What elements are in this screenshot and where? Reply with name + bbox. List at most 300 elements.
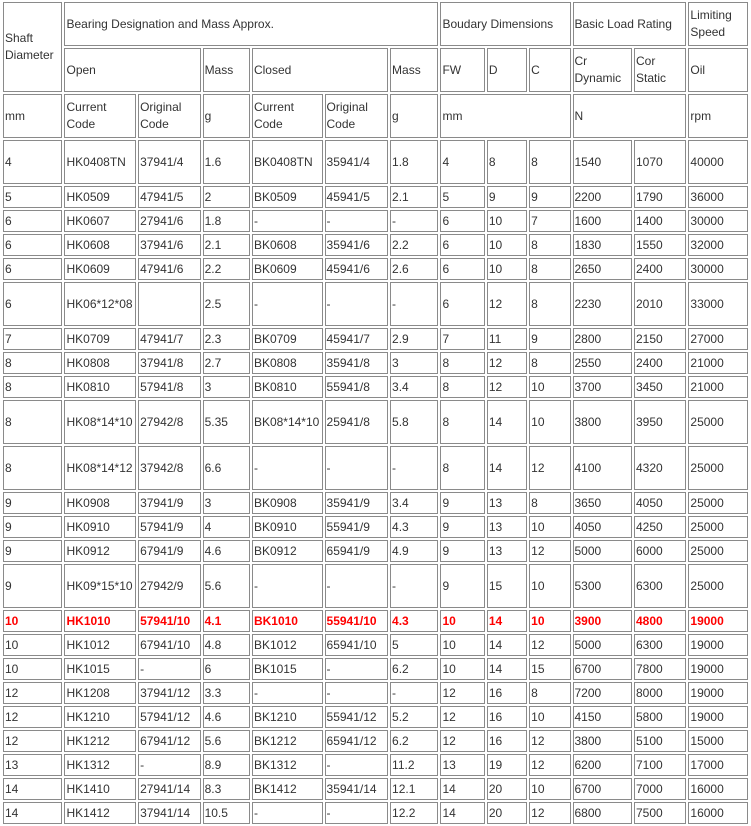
cell-cor-static: 1550 xyxy=(634,234,686,256)
cell-mass-open: 3 xyxy=(203,376,250,398)
cell-shaft-diameter: 10 xyxy=(3,658,62,680)
cell-cor-static: 6000 xyxy=(634,540,686,562)
cell-mass-closed: 2.6 xyxy=(390,258,438,280)
cell-d: 13 xyxy=(487,516,527,538)
cell-mass-closed: 3.4 xyxy=(390,492,438,514)
cell-oil-speed: 25000 xyxy=(688,540,748,562)
cell-closed-original-code: 55941/9 xyxy=(325,516,389,538)
header-current-code-open: Current Code xyxy=(64,94,136,138)
cell-fw: 9 xyxy=(440,492,484,514)
cell-shaft-diameter: 6 xyxy=(3,234,62,256)
cell-oil-speed: 33000 xyxy=(688,282,748,326)
cell-mass-open: 8.9 xyxy=(203,754,250,776)
cell-cr-dynamic: 3650 xyxy=(573,492,632,514)
cell-open-current-code: HK0509 xyxy=(64,186,136,208)
cell-mass-closed: 5.8 xyxy=(390,400,438,444)
cell-shaft-diameter: 8 xyxy=(3,352,62,374)
cell-closed-original-code: 35941/9 xyxy=(325,492,389,514)
table-row xyxy=(3,706,748,728)
table-row xyxy=(3,140,748,184)
cell-fw: 7 xyxy=(440,328,484,350)
cell-fw: 12 xyxy=(440,706,484,728)
cell-mass-closed: 2.2 xyxy=(390,234,438,256)
cell-cor-static: 7100 xyxy=(634,754,686,776)
cell-open-current-code: HK08*14*10 xyxy=(64,400,136,444)
cell-open-original-code: 37941/8 xyxy=(138,352,201,374)
cell-c: 10 xyxy=(529,516,570,538)
cell-fw: 10 xyxy=(440,658,484,680)
cell-oil-speed: 17000 xyxy=(688,754,748,776)
header-shaft-diameter: Shaft Diameter xyxy=(3,2,62,92)
cell-mass-open: 6.6 xyxy=(203,446,250,490)
cell-closed-original-code: 55941/8 xyxy=(325,376,389,398)
cell-shaft-diameter: 9 xyxy=(3,564,62,608)
cell-d: 13 xyxy=(487,540,527,562)
header-unit-dim-mm: mm xyxy=(440,94,570,138)
cell-open-current-code: HK08*14*12 xyxy=(64,446,136,490)
cell-shaft-diameter: 13 xyxy=(3,754,62,776)
cell-shaft-diameter: 14 xyxy=(3,778,62,800)
cell-oil-speed: 32000 xyxy=(688,234,748,256)
table-row xyxy=(3,802,748,824)
cell-mass-open: 3 xyxy=(203,492,250,514)
cell-d: 12 xyxy=(487,282,527,326)
header-fw: FW xyxy=(440,48,484,92)
cell-cr-dynamic: 5300 xyxy=(573,564,632,608)
cell-closed-current-code: - xyxy=(252,282,323,326)
cell-open-current-code: HK0908 xyxy=(64,492,136,514)
cell-cr-dynamic: 2200 xyxy=(573,186,632,208)
cell-mass-open: 2.3 xyxy=(203,328,250,350)
cell-cor-static: 4320 xyxy=(634,446,686,490)
cell-mass-open: 2.1 xyxy=(203,234,250,256)
cell-closed-current-code: BK0808 xyxy=(252,352,323,374)
cell-closed-current-code: BK0810 xyxy=(252,376,323,398)
cell-mass-open: 4.6 xyxy=(203,540,250,562)
table-row xyxy=(3,376,748,398)
cell-c: 10 xyxy=(529,400,570,444)
cell-closed-original-code: 25941/8 xyxy=(325,400,389,444)
cell-shaft-diameter: 6 xyxy=(3,210,62,232)
table-row xyxy=(3,234,748,256)
cell-oil-speed: 25000 xyxy=(688,446,748,490)
cell-mass-open: 10.5 xyxy=(203,802,250,824)
cell-mass-closed: - xyxy=(390,446,438,490)
cell-c: 10 xyxy=(529,778,570,800)
cell-mass-closed: - xyxy=(390,282,438,326)
cell-open-original-code: 37941/12 xyxy=(138,682,201,704)
cell-fw: 8 xyxy=(440,446,484,490)
cell-cor-static: 1070 xyxy=(634,140,686,184)
header-oil: Oil xyxy=(688,48,748,92)
cell-closed-original-code: 65941/9 xyxy=(325,540,389,562)
cell-d: 12 xyxy=(487,376,527,398)
cell-cr-dynamic: 1600 xyxy=(573,210,632,232)
cell-cor-static: 7800 xyxy=(634,658,686,680)
cell-closed-original-code: 35941/14 xyxy=(325,778,389,800)
cell-open-current-code: HK1312 xyxy=(64,754,136,776)
cell-mass-closed: 2.9 xyxy=(390,328,438,350)
table-row xyxy=(3,352,748,374)
cell-d: 14 xyxy=(487,400,527,444)
cell-shaft-diameter: 8 xyxy=(3,400,62,444)
cell-mass-closed: 3.4 xyxy=(390,376,438,398)
cell-c: 8 xyxy=(529,234,570,256)
cell-closed-original-code: 45941/7 xyxy=(325,328,389,350)
cell-oil-speed: 25000 xyxy=(688,564,748,608)
cell-mass-closed: - xyxy=(390,210,438,232)
cell-mass-open: 3.3 xyxy=(203,682,250,704)
cell-d: 10 xyxy=(487,258,527,280)
cell-cor-static: 4050 xyxy=(634,492,686,514)
cell-mass-open: 5.6 xyxy=(203,730,250,752)
header-current-code-closed: Current Code xyxy=(252,94,323,138)
cell-closed-current-code: BK1012 xyxy=(252,634,323,656)
cell-mass-closed: 5 xyxy=(390,634,438,656)
cell-mass-closed: 12.2 xyxy=(390,802,438,824)
cell-closed-current-code: BK0912 xyxy=(252,540,323,562)
header-mass-closed: Mass xyxy=(390,48,438,92)
cell-closed-current-code: BK0908 xyxy=(252,492,323,514)
cell-d: 20 xyxy=(487,802,527,824)
cell-open-original-code: 37941/6 xyxy=(138,234,201,256)
cell-open-current-code: HK06*12*08 xyxy=(64,282,136,326)
cell-mass-closed: - xyxy=(390,682,438,704)
cell-open-original-code: 67941/9 xyxy=(138,540,201,562)
header-c: C xyxy=(529,48,570,92)
cell-mass-closed: 6.2 xyxy=(390,730,438,752)
cell-mass-closed: 4.3 xyxy=(390,516,438,538)
cell-d: 14 xyxy=(487,658,527,680)
cell-closed-original-code: 35941/8 xyxy=(325,352,389,374)
cell-cor-static: 2400 xyxy=(634,258,686,280)
cell-oil-speed: 16000 xyxy=(688,802,748,824)
cell-shaft-diameter: 9 xyxy=(3,540,62,562)
cell-cr-dynamic: 6800 xyxy=(573,802,632,824)
cell-oil-speed: 30000 xyxy=(688,210,748,232)
cell-fw: 14 xyxy=(440,778,484,800)
cell-open-original-code: 37941/14 xyxy=(138,802,201,824)
header-unit-g-open: g xyxy=(203,94,250,138)
header-unit-rpm: rpm xyxy=(688,94,748,138)
cell-cr-dynamic: 5000 xyxy=(573,540,632,562)
cell-closed-original-code: 55941/12 xyxy=(325,706,389,728)
cell-cor-static: 3450 xyxy=(634,376,686,398)
cell-open-current-code: HK1210 xyxy=(64,706,136,728)
cell-open-original-code: 67941/12 xyxy=(138,730,201,752)
header-row-columns xyxy=(3,48,748,92)
cell-shaft-diameter: 5 xyxy=(3,186,62,208)
cell-oil-speed: 15000 xyxy=(688,730,748,752)
cell-mass-open: 8.3 xyxy=(203,778,250,800)
cell-closed-current-code: BK0608 xyxy=(252,234,323,256)
table-row xyxy=(3,492,748,514)
cell-open-original-code: 27942/8 xyxy=(138,400,201,444)
cell-open-original-code xyxy=(138,282,201,326)
table-row xyxy=(3,210,748,232)
cell-closed-original-code: - xyxy=(325,754,389,776)
cell-oil-speed: 27000 xyxy=(688,328,748,350)
cell-shaft-diameter: 9 xyxy=(3,492,62,514)
cell-cor-static: 2010 xyxy=(634,282,686,326)
cell-closed-original-code: - xyxy=(325,682,389,704)
cell-mass-open: 6 xyxy=(203,658,250,680)
cell-open-original-code: 57941/9 xyxy=(138,516,201,538)
cell-open-original-code: 27941/6 xyxy=(138,210,201,232)
cell-open-current-code: HK09*15*10 xyxy=(64,564,136,608)
cell-open-original-code: 47941/5 xyxy=(138,186,201,208)
cell-closed-current-code: BK1412 xyxy=(252,778,323,800)
cell-mass-open: 1.8 xyxy=(203,210,250,232)
cell-c: 8 xyxy=(529,282,570,326)
header-original-code-closed: Original Code xyxy=(325,94,389,138)
table-row xyxy=(3,516,748,538)
cell-cr-dynamic: 4150 xyxy=(573,706,632,728)
cell-closed-current-code: - xyxy=(252,210,323,232)
cell-oil-speed: 19000 xyxy=(688,610,748,632)
cell-cor-static: 3950 xyxy=(634,400,686,444)
cell-d: 10 xyxy=(487,234,527,256)
cell-shaft-diameter: 12 xyxy=(3,730,62,752)
cell-cr-dynamic: 6200 xyxy=(573,754,632,776)
cell-oil-speed: 40000 xyxy=(688,140,748,184)
table-header xyxy=(3,2,748,138)
cell-cr-dynamic: 2550 xyxy=(573,352,632,374)
cell-c: 10 xyxy=(529,376,570,398)
cell-open-current-code: HK0810 xyxy=(64,376,136,398)
cell-oil-speed: 21000 xyxy=(688,376,748,398)
cell-d: 14 xyxy=(487,634,527,656)
cell-cor-static: 5100 xyxy=(634,730,686,752)
cell-open-current-code: HK1208 xyxy=(64,682,136,704)
header-row-groups xyxy=(3,2,748,46)
cell-cr-dynamic: 3800 xyxy=(573,400,632,444)
cell-open-original-code: 37942/8 xyxy=(138,446,201,490)
cell-shaft-diameter: 7 xyxy=(3,328,62,350)
cell-c: 12 xyxy=(529,540,570,562)
cell-open-current-code: HK0808 xyxy=(64,352,136,374)
cell-shaft-diameter: 14 xyxy=(3,802,62,824)
cell-cor-static: 4800 xyxy=(634,610,686,632)
cell-cor-static: 6300 xyxy=(634,634,686,656)
cell-mass-open: 4.1 xyxy=(203,610,250,632)
cell-shaft-diameter: 12 xyxy=(3,682,62,704)
cell-oil-speed: 21000 xyxy=(688,352,748,374)
cell-d: 19 xyxy=(487,754,527,776)
cell-open-current-code: HK0607 xyxy=(64,210,136,232)
table-row xyxy=(3,564,748,608)
cell-open-current-code: HK1410 xyxy=(64,778,136,800)
cell-closed-current-code: BK0509 xyxy=(252,186,323,208)
table-row xyxy=(3,682,748,704)
cell-fw: 12 xyxy=(440,682,484,704)
cell-cr-dynamic: 4050 xyxy=(573,516,632,538)
cell-c: 8 xyxy=(529,258,570,280)
cell-shaft-diameter: 10 xyxy=(3,634,62,656)
cell-open-current-code: HK0609 xyxy=(64,258,136,280)
cell-shaft-diameter: 6 xyxy=(3,282,62,326)
table-row xyxy=(3,328,748,350)
cell-cor-static: 2150 xyxy=(634,328,686,350)
cell-cor-static: 7000 xyxy=(634,778,686,800)
cell-c: 12 xyxy=(529,446,570,490)
cell-open-original-code: - xyxy=(138,754,201,776)
cell-cr-dynamic: 6700 xyxy=(573,778,632,800)
cell-open-original-code: 57941/8 xyxy=(138,376,201,398)
header-unit-n: N xyxy=(573,94,687,138)
cell-c: 8 xyxy=(529,492,570,514)
header-unit-g-closed: g xyxy=(390,94,438,138)
header-cor-static: Cor Static xyxy=(634,48,686,92)
cell-shaft-diameter: 10 xyxy=(3,610,62,632)
cell-shaft-diameter: 4 xyxy=(3,140,62,184)
cell-oil-speed: 19000 xyxy=(688,658,748,680)
cell-open-original-code: 67941/10 xyxy=(138,634,201,656)
header-d: D xyxy=(487,48,527,92)
cell-mass-closed: 4.3 xyxy=(390,610,438,632)
cell-mass-closed: - xyxy=(390,564,438,608)
header-unit-mm: mm xyxy=(3,94,62,138)
cell-closed-original-code: - xyxy=(325,564,389,608)
table-body xyxy=(3,140,748,824)
cell-closed-original-code: 45941/5 xyxy=(325,186,389,208)
cell-mass-closed: 2.1 xyxy=(390,186,438,208)
cell-fw: 8 xyxy=(440,376,484,398)
cell-c: 10 xyxy=(529,564,570,608)
cell-fw: 6 xyxy=(440,282,484,326)
cell-d: 13 xyxy=(487,492,527,514)
cell-c: 9 xyxy=(529,186,570,208)
cell-cor-static: 5800 xyxy=(634,706,686,728)
cell-closed-current-code: BK1210 xyxy=(252,706,323,728)
cell-closed-original-code: - xyxy=(325,282,389,326)
cell-closed-original-code: 35941/6 xyxy=(325,234,389,256)
cell-open-original-code: 47941/7 xyxy=(138,328,201,350)
cell-closed-current-code: BK0910 xyxy=(252,516,323,538)
cell-oil-speed: 16000 xyxy=(688,778,748,800)
cell-d: 8 xyxy=(487,140,527,184)
cell-open-current-code: HK0912 xyxy=(64,540,136,562)
table-row xyxy=(3,778,748,800)
cell-cr-dynamic: 2650 xyxy=(573,258,632,280)
cell-closed-current-code: BK1312 xyxy=(252,754,323,776)
cell-mass-open: 4 xyxy=(203,516,250,538)
cell-cr-dynamic: 2800 xyxy=(573,328,632,350)
cell-closed-original-code: 65941/10 xyxy=(325,634,389,656)
table-row xyxy=(3,634,748,656)
cell-cr-dynamic: 2230 xyxy=(573,282,632,326)
cell-open-original-code: 27941/14 xyxy=(138,778,201,800)
cell-cr-dynamic: 3900 xyxy=(573,610,632,632)
cell-fw: 10 xyxy=(440,610,484,632)
cell-d: 14 xyxy=(487,446,527,490)
header-closed: Closed xyxy=(252,48,388,92)
header-open: Open xyxy=(64,48,200,92)
cell-closed-current-code: BK1010 xyxy=(252,610,323,632)
cell-c: 9 xyxy=(529,328,570,350)
cell-fw: 9 xyxy=(440,516,484,538)
cell-cr-dynamic: 3700 xyxy=(573,376,632,398)
cell-mass-closed: 4.9 xyxy=(390,540,438,562)
cell-closed-current-code: - xyxy=(252,564,323,608)
cell-shaft-diameter: 9 xyxy=(3,516,62,538)
cell-closed-original-code: 45941/6 xyxy=(325,258,389,280)
cell-mass-closed: 12.1 xyxy=(390,778,438,800)
cell-mass-open: 2 xyxy=(203,186,250,208)
cell-c: 15 xyxy=(529,658,570,680)
cell-oil-speed: 30000 xyxy=(688,258,748,280)
cell-c: 7 xyxy=(529,210,570,232)
cell-oil-speed: 19000 xyxy=(688,682,748,704)
cell-oil-speed: 25000 xyxy=(688,492,748,514)
cell-shaft-diameter: 8 xyxy=(3,446,62,490)
cell-open-original-code: 27942/9 xyxy=(138,564,201,608)
cell-closed-current-code: BK0408TN xyxy=(252,140,323,184)
table-row xyxy=(3,400,748,444)
cell-fw: 10 xyxy=(440,634,484,656)
cell-open-current-code: HK1212 xyxy=(64,730,136,752)
cell-open-current-code: HK0608 xyxy=(64,234,136,256)
cell-oil-speed: 25000 xyxy=(688,516,748,538)
cell-open-original-code: - xyxy=(138,658,201,680)
cell-cor-static: 4250 xyxy=(634,516,686,538)
cell-open-current-code: HK0910 xyxy=(64,516,136,538)
cell-cr-dynamic: 6700 xyxy=(573,658,632,680)
cell-oil-speed: 19000 xyxy=(688,634,748,656)
table-row xyxy=(3,658,748,680)
table-row xyxy=(3,282,748,326)
cell-mass-closed: 6.2 xyxy=(390,658,438,680)
cell-c: 10 xyxy=(529,610,570,632)
cell-mass-open: 5.35 xyxy=(203,400,250,444)
cell-shaft-diameter: 12 xyxy=(3,706,62,728)
table-row xyxy=(3,258,748,280)
cell-cr-dynamic: 4100 xyxy=(573,446,632,490)
cell-fw: 6 xyxy=(440,210,484,232)
header-speed-group: Limiting Speed xyxy=(688,2,748,46)
header-original-code-open: Original Code xyxy=(138,94,201,138)
cell-fw: 8 xyxy=(440,400,484,444)
cell-open-original-code: 37941/4 xyxy=(138,140,201,184)
cell-mass-closed: 5.2 xyxy=(390,706,438,728)
cell-d: 9 xyxy=(487,186,527,208)
cell-closed-original-code: 35941/4 xyxy=(325,140,389,184)
cell-d: 20 xyxy=(487,778,527,800)
cell-oil-speed: 25000 xyxy=(688,400,748,444)
cell-mass-open: 2.2 xyxy=(203,258,250,280)
cell-fw: 6 xyxy=(440,258,484,280)
cell-open-original-code: 57941/12 xyxy=(138,706,201,728)
cell-c: 12 xyxy=(529,634,570,656)
cell-cr-dynamic: 7200 xyxy=(573,682,632,704)
cell-closed-original-code: 55941/10 xyxy=(325,610,389,632)
table-row xyxy=(3,610,748,632)
cell-d: 11 xyxy=(487,328,527,350)
header-designation-group: Bearing Designation and Mass Approx. xyxy=(64,2,438,46)
cell-open-current-code: HK1412 xyxy=(64,802,136,824)
cell-d: 15 xyxy=(487,564,527,608)
cell-cor-static: 7500 xyxy=(634,802,686,824)
cell-cor-static: 1790 xyxy=(634,186,686,208)
cell-open-original-code: 37941/9 xyxy=(138,492,201,514)
table-row xyxy=(3,186,748,208)
cell-mass-closed: 1.8 xyxy=(390,140,438,184)
cell-fw: 13 xyxy=(440,754,484,776)
cell-open-current-code: HK1010 xyxy=(64,610,136,632)
table-row xyxy=(3,446,748,490)
cell-closed-current-code: BK08*14*10 xyxy=(252,400,323,444)
cell-closed-original-code: - xyxy=(325,658,389,680)
